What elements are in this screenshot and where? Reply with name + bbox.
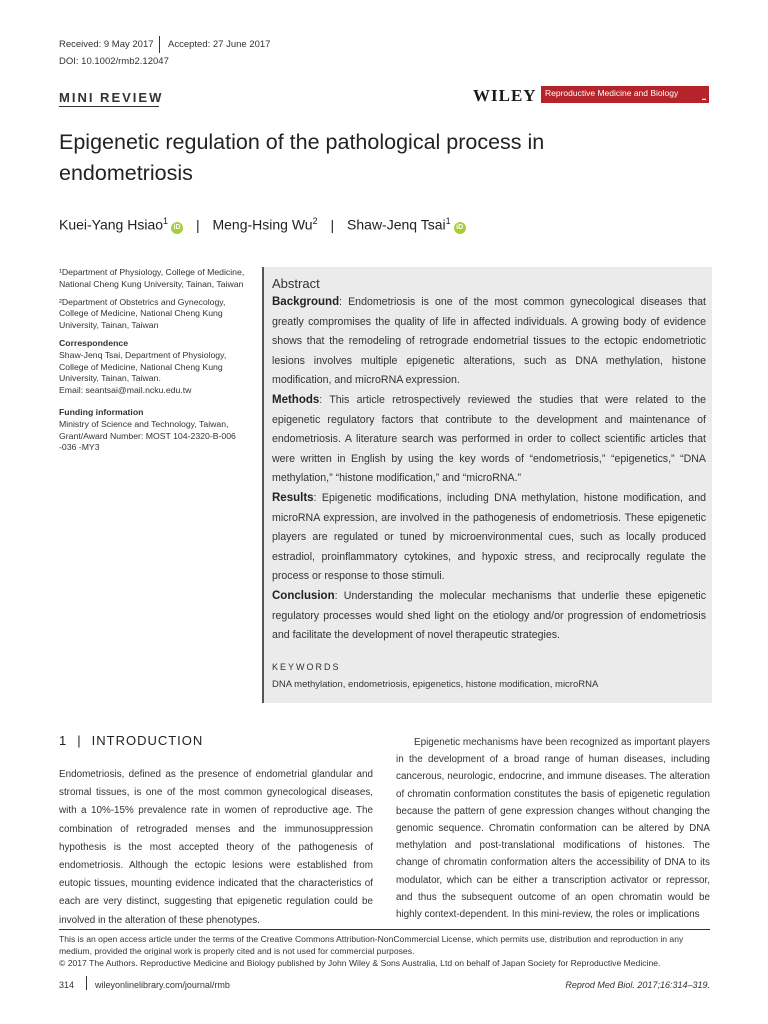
author-affiliation-mark: 1: [445, 216, 451, 226]
correspondence-heading: Correspondence: [59, 337, 129, 348]
affiliation-2: ²Department of Obstetrics and Gynecology, College of Medicine, National Cheng Kung University, Tainan, Taiwan: [59, 296, 226, 331]
license-text: This is an open access article under the terms of the Creative Commons Attribution-NonCommercial License, which permits use, distribution and reproduction in any medium, provided the original work is properly cited and is not used for commercial purposes.: [59, 934, 684, 956]
article-title: Epigenetic regulation of the pathological process in endometriosis: [59, 130, 545, 185]
section-number: 1: [59, 733, 68, 748]
abstract-heading: Abstract: [272, 276, 320, 291]
correspondence-email[interactable]: Email: seantsai@mail.ncku.edu.tw: [59, 385, 192, 396]
body-column-left: Endometriosis, defined as the presence of endometrial glandular and stromal tissues, is one of the most common gynecological diseases, with a 10%-15% prevalence rate in women of reproductive age. The combination of retrograded menses and the immunosuppression hypothesis is the most accepted theory of the pathogenesis of endometriosis. Although the ectopic lesions were established from eutopic tissues, mounting evidence indicated that the characteristics of each are very distinct, suggesting that epigenetic regulation could be involved in the alteration of these phenotypes.: [59, 769, 373, 926]
author-name[interactable]: Meng-Hsing Wu: [212, 216, 313, 233]
abstract-section-label: Conclusion: [272, 589, 335, 602]
abstract-methods: [272, 391, 706, 489]
abstract-section-label: Methods: [272, 393, 320, 406]
author-name[interactable]: Shaw-Jenq Tsai: [347, 216, 446, 233]
affiliations-column: [59, 267, 249, 460]
abstract-section-text: : Epigenetic modifications, including DNA methylation, histone modification, and microRNA expression, are involved in the pathogenesis of endometriosis. These epigenetic players are regulated or tuned by microenvironmental cues, such as locally produced estradiol, proinflammatory cytokines, and hypoxic stress, and reciprocally regulate the process or response to those stimuli.: [272, 491, 706, 583]
orcid-icon[interactable]: iD: [171, 222, 183, 234]
license-notice: [59, 933, 710, 969]
keywords-list: DNA methylation, endometriosis, epigenetics, histone modification, microRNA: [272, 679, 599, 690]
article-type-underline: [59, 106, 159, 107]
header-divider: [159, 36, 160, 53]
abstract-section-label: Background: [272, 296, 340, 308]
correspondence-text: Shaw-Jenq Tsai, Department of Physiology, College of Medicine, National Cheng Kung University, Tainan, Taiwan.: [59, 349, 227, 384]
author-affiliation-mark: 1: [163, 216, 169, 226]
orcid-icon[interactable]: iD: [454, 222, 466, 234]
citation: Reprod Med Biol. 2017;16:314–319.: [565, 980, 710, 990]
copyright-text: © 2017 The Authors. Reproductive Medicine and Biology published by John Wiley & Sons Australia, Ltd on behalf of Japan Society for Reproductive Medicine.: [59, 958, 661, 968]
publisher-logo: WILEY: [473, 86, 537, 105]
abstract-conclusion: [272, 587, 706, 646]
funding-heading: Funding information: [59, 406, 144, 417]
author-affiliation-mark: 2: [312, 216, 318, 226]
article-type: MINI REVIEW: [59, 90, 164, 105]
body-column-right: Epigenetic mechanisms have been recognized as important players in the development of a broad range of human diseases, including cancerous, neurologic, endocrine, and immune diseases. The alteration of chromatin conformation constitutes the basis of epigenetic regulation because the pattern of gene expression changes without changing the genomic sequence. Chromatin conformation can be altered by DNA methylation and post-translational modifications of histones. The change of chromatin conformation alters the accessibility of DNA to its modulator, which can be either a transcription activator or repressor, and thus the subsequent outcome of an open chromatin would be highly context-dependent. In this mini-review, the roles or implications: [396, 737, 710, 921]
journal-website-link[interactable]: wileyonlinelibrary.com/journal/rmb: [95, 980, 230, 990]
section-title: INTRODUCTION: [91, 733, 204, 748]
author-list: [59, 216, 466, 234]
journal-badge: [541, 86, 709, 103]
accepted-date: Accepted: 27 June 2017: [168, 39, 271, 50]
doi-link[interactable]: DOI: 10.1002/rmb2.12047: [59, 56, 169, 67]
footer-divider: [86, 976, 87, 990]
page-number: 314: [59, 980, 75, 990]
author-name[interactable]: Kuei-Yang Hsiao: [59, 216, 164, 233]
author-separator: |: [195, 216, 200, 233]
received-date: Received: 9 May 2017: [59, 39, 154, 50]
abstract-box: [262, 267, 712, 703]
footer-rule: [59, 929, 710, 930]
funding-text: Ministry of Science and Technology, Taiwan, Grant/Award Number: MOST 104-2320-B-006 -036 -MY3: [59, 418, 236, 453]
affiliation-1: ¹Department of Physiology, College of Medicine, National Cheng Kung University, Tainan, Taiwan: [59, 267, 245, 289]
author-separator: |: [330, 216, 335, 233]
abstract-section-text: : Understanding the molecular mechanisms that underlie these epigenetic regulatory processes would shed light on the etiology and/or progression of endometriosis and facilitate the development of novel therapeutic strategies.: [272, 589, 706, 642]
abstract-background: [272, 293, 706, 391]
section-heading: 1 | INTRODUCTION: [59, 733, 204, 748]
abstract-section-label: Results: [272, 491, 314, 504]
keywords-label: KEYWORDS: [272, 662, 341, 672]
abstract-results: [272, 489, 706, 587]
journal-name: Reproductive Medicine and Biology: [545, 88, 679, 98]
journal-badge-mark: ▬: [702, 96, 706, 101]
abstract-section-text: : This article retrospectively reviewed the studies that were related to the epigenetic regulatory factors that contribute to the development and maintenance of endometriosis. A literature search was performed in order to collect scientific articles that were written in English by using the key words of “endometriosis,” “epigenetics,” “DNA methylation,” “histone modification,” and “microRNA.”: [272, 393, 706, 485]
abstract-section-text: : Endometriosis is one of the most common gynecological diseases that greatly compromises the quality of life in affected individuals. A growing body of evidence shows that the remodeling of retrograde endometrial tissues to the ectopic endometriotic lesions involves multiple epigenetic alterations, such as DNA methylation, histone modification, and microRNA expression.: [272, 296, 706, 387]
